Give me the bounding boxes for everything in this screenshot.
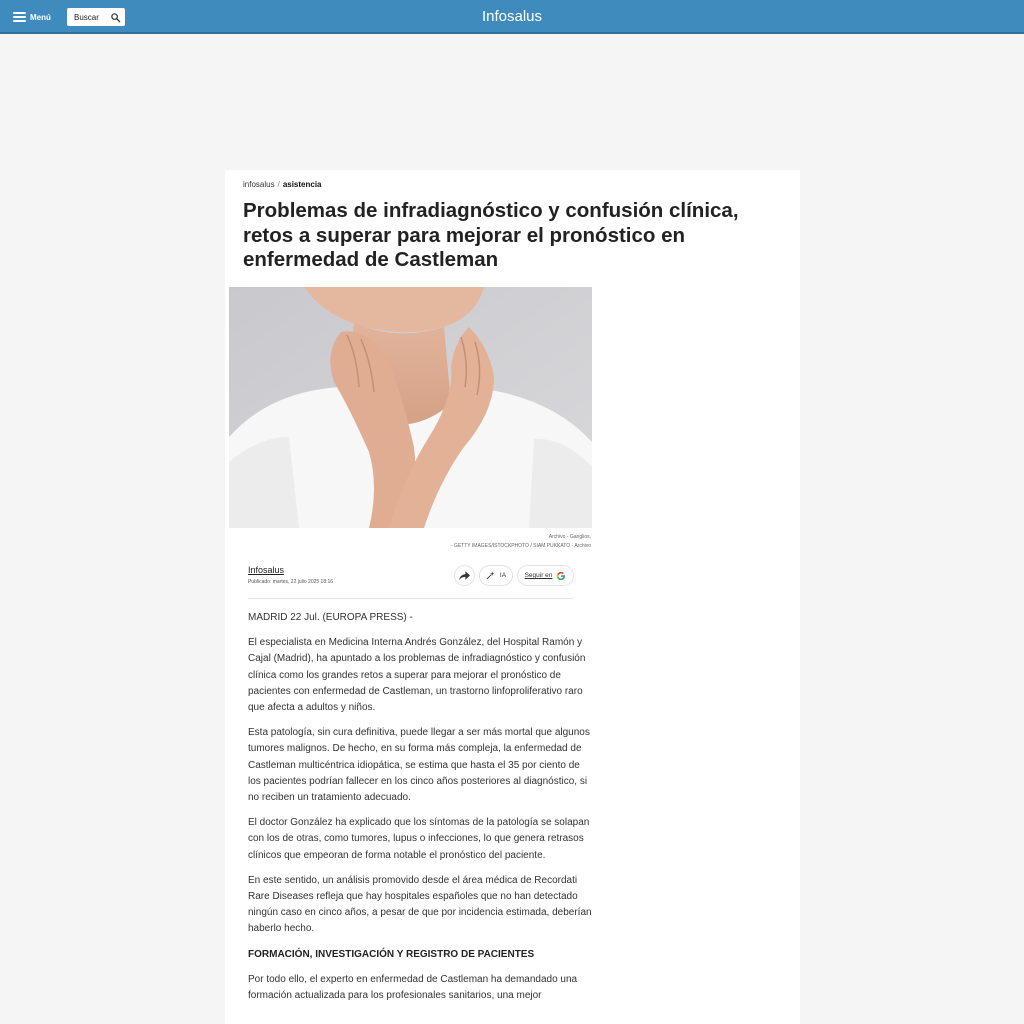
share-button[interactable] — [454, 565, 475, 586]
ia-label: IA — [499, 572, 507, 579]
article-headline: Problemas de infradiagnóstico y confusión clínica, retos a superar para mejorar el pronóstico en enfermedad de Castleman — [243, 199, 739, 271]
published-date: Publicado: martes, 22 julio 2025 18:16 — [248, 579, 334, 585]
sparkle-icon — [486, 571, 495, 580]
section-subheading: FORMACIÓN, INVESTIGACIÓN Y REGISTRO DE PACIENTES — [248, 948, 535, 960]
share-arrow-icon — [459, 571, 470, 581]
google-g-icon — [556, 571, 566, 581]
paragraph: El especialista en Medicina Interna Andrés González, del Hospital Ramón y Cajal (Madrid), ha apuntado a los problemas de infradiagnóstico y confusión clínica como los grandes retos a superar para mejorar el pronóstico de pacientes con enfermedad de Castleman, un trastorno linfoproliferativo raro que afecta a adultos y niños. — [248, 637, 586, 714]
article-body — [248, 610, 593, 1013]
ia-button[interactable] — [479, 565, 513, 586]
image-credit: - GETTY IMAGES/ISTOCKPHOTO / SIAM PUKKATO - Archivo — [450, 543, 591, 549]
author-link[interactable]: Infosalus — [248, 565, 285, 575]
paragraph: Esta patología, sin cura definitiva, puede llegar a ser más mortal que algunos tumores malignos. De hecho, en su forma más compleja, la enfermedad de Castleman multicéntrica idiopática, se estima que hasta el 35 por ciento de los pacientes podrían fallecer en los cinco años posteriores al diagnóstico, si no reciben un tratamiento adecuado. — [248, 727, 590, 804]
image-caption: Archivo - Ganglios, — [548, 534, 591, 540]
site-title[interactable]: Infosalus — [481, 8, 543, 25]
paragraph: Por todo ello, el experto en enfermedad de Castleman ha demandado una formación actualizada para los profesionales sanitarios, una mejor — [248, 973, 578, 1002]
article-photo — [229, 287, 592, 528]
dateline: MADRID 22 Jul. (EUROPA PRESS) - — [248, 612, 413, 623]
breadcrumb-separator: / — [277, 180, 280, 189]
follow-google-button[interactable] — [517, 565, 574, 586]
follow-label: Seguir en — [524, 572, 553, 579]
breadcrumb — [243, 180, 322, 189]
divider — [248, 598, 573, 599]
top-navigation-bar — [0, 0, 1024, 34]
paragraph: El doctor González ha explicado que los síntomas de la patología se solapan con los de otras, como tumores, lupus o infecciones, lo que genera retrasos clínicos que empeoran de forma notable el pronóstico del paciente. — [248, 817, 590, 861]
paragraph: En este sentido, un análisis promovido desde el área médica de Recordati Rare Diseases refleja que hay hospitales españoles que no han detectado ningún caso en cinco años, a pesar de que por incidencia estimada, deberían haberlo hecho. — [248, 874, 592, 935]
breadcrumb-root[interactable]: infosalus — [243, 180, 275, 189]
menu-label: Menú — [30, 12, 51, 22]
neck-photo-illustration — [229, 287, 592, 528]
breadcrumb-current[interactable]: asistencia — [282, 180, 322, 189]
